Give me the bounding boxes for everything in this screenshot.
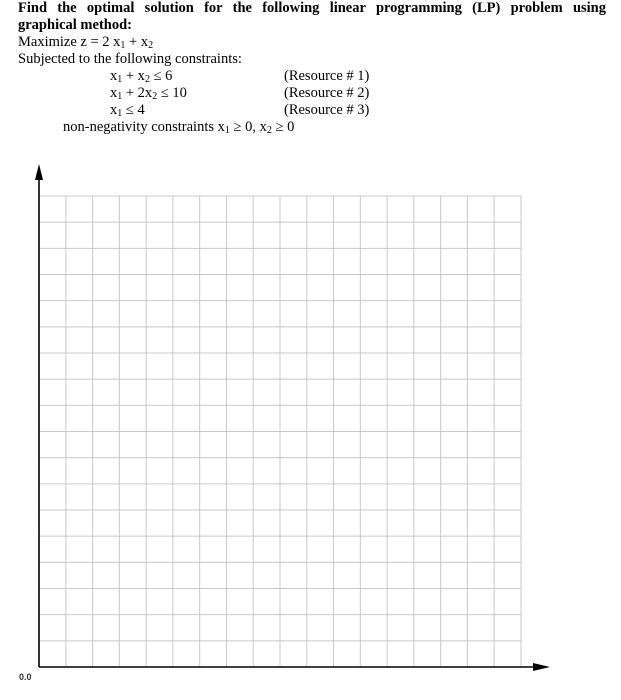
constraint-rhs: ≤ 4: [122, 102, 145, 118]
objective-mid: + x: [125, 34, 149, 50]
constraint-var: x: [110, 85, 118, 101]
constraint-sub: 1: [117, 74, 123, 85]
constraint-rhs: ≤ 6: [149, 68, 173, 84]
grid-lines: [39, 196, 521, 667]
constraint-term: + x: [122, 68, 145, 84]
constraint-rhs: ≤ 10: [157, 85, 187, 101]
nonneg-suffix: ≥ 0: [271, 119, 295, 135]
nonneg-sub2: 2: [266, 125, 272, 136]
x-axis-arrowhead: [533, 663, 550, 671]
constraints-intro: Subjected to the following constraints:: [18, 51, 242, 67]
objective-sub1: 1: [120, 40, 126, 51]
origin-label: 0.0: [19, 672, 32, 682]
constraint-sub: 1: [117, 91, 123, 102]
constraint-term: + 2x: [122, 85, 153, 101]
constraint-var: x: [110, 68, 118, 84]
constraint-var: x: [110, 102, 118, 118]
objective-prefix: Maximize z = 2 x: [18, 34, 121, 50]
constraint-sub: 2: [144, 74, 150, 85]
constraint-sub: 2: [152, 91, 158, 102]
y-axis-arrowhead: [35, 164, 43, 180]
objective-sub2: 2: [148, 40, 154, 51]
constraint-sub: 1: [117, 108, 123, 119]
problem-heading-continued: graphical method:: [18, 17, 132, 33]
nonneg-sub1: 1: [224, 125, 230, 136]
nonneg-prefix: non-negativity constraints x: [63, 119, 225, 135]
constraint-label: (Resource # 3): [284, 102, 370, 118]
constraint-label: (Resource # 2): [284, 85, 370, 101]
problem-heading: Find the optimal solution for the following linear programming (LP) problem using: [18, 0, 606, 16]
constraint-label: (Resource # 1): [284, 68, 370, 84]
nonneg-mid: ≥ 0, x: [229, 119, 267, 135]
